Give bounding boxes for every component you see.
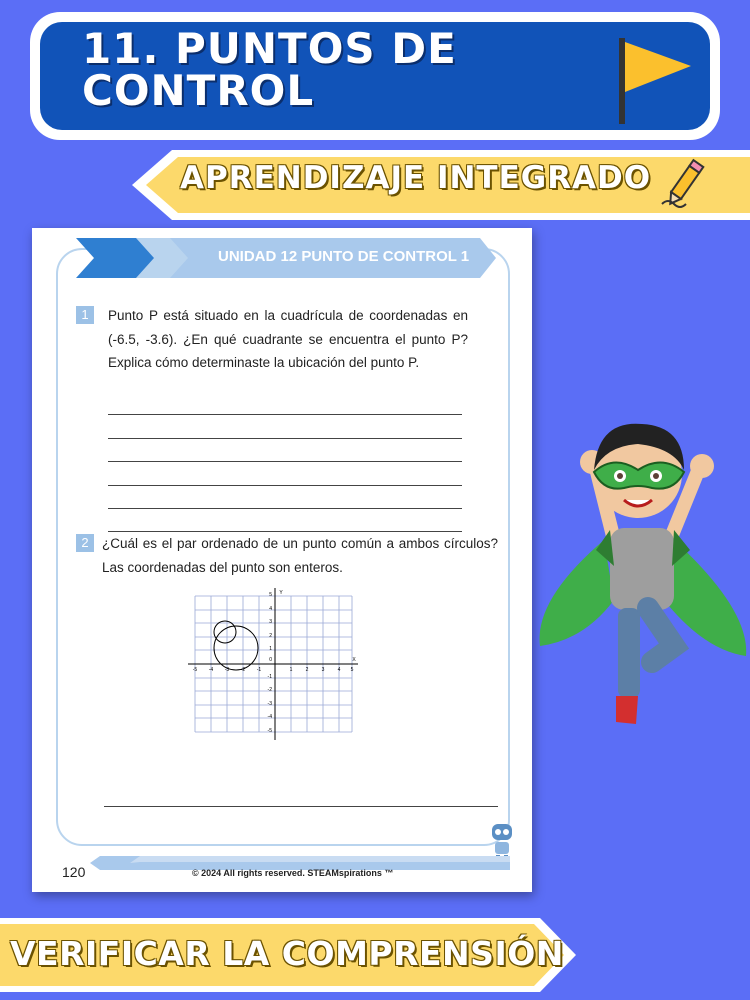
header-panel xyxy=(30,12,720,140)
x-tick: -4 xyxy=(208,667,214,673)
answer-line[interactable] xyxy=(108,414,462,415)
y-tick: -5 xyxy=(267,728,272,734)
circle-small xyxy=(214,621,236,643)
title-line-1: 11. PUNTOS DE xyxy=(82,24,457,73)
y-tick: 4 xyxy=(269,606,272,612)
x-tick: -2 xyxy=(240,667,246,673)
title-line-2: CONTROL xyxy=(82,66,315,115)
y-tick: 1 xyxy=(269,646,272,652)
question-2-text: ¿Cuál es el par ordenado de un punto común a ambos círculos? Las coordenadas del punto son enteros. xyxy=(102,536,498,575)
unit-title: UNIDAD 12 PUNTO DE CONTROL 1 xyxy=(218,248,470,265)
coordinate-grid xyxy=(188,588,358,740)
y-tick: 5 xyxy=(269,592,272,598)
copyright-text: © 2024 All rights reserved. STEAMspirations ™ xyxy=(192,868,394,878)
flag-icon xyxy=(615,36,695,126)
y-tick: -1 xyxy=(267,674,272,680)
question-number-1: 1 xyxy=(76,306,94,324)
question-number-2: 2 xyxy=(76,534,94,552)
pencil-icon xyxy=(658,158,714,208)
y-tick: 2 xyxy=(269,633,272,639)
answer-line[interactable] xyxy=(108,485,462,486)
x-tick: 2 xyxy=(305,667,309,673)
worksheet-page xyxy=(32,228,532,892)
question-1-text: Punto P está situado en la cuadrícula de coordenadas en (-6.5, -3.6). ¿En qué cuadrante se encuentra el punto P? Explica cómo determinaste la ubicación del punto P. xyxy=(108,308,468,370)
x-tick: -5 xyxy=(192,667,198,673)
answer-line[interactable] xyxy=(108,461,462,462)
origin-tick: 0 xyxy=(269,657,272,663)
x-tick: -1 xyxy=(256,667,262,673)
y-tick: -4 xyxy=(267,714,272,720)
x-tick: 3 xyxy=(321,667,325,673)
x-tick: -3 xyxy=(224,667,230,673)
answer-line[interactable] xyxy=(108,438,462,439)
x-tick: 4 xyxy=(337,667,341,673)
y-axis-label: Y xyxy=(279,590,283,596)
header-inner xyxy=(40,22,710,130)
page-title xyxy=(82,24,457,115)
page-number: 120 xyxy=(62,864,86,880)
x-tick: 5 xyxy=(350,667,354,673)
y-tick: -3 xyxy=(267,701,272,707)
x-axis-label: X xyxy=(352,657,356,663)
x-tick: 1 xyxy=(289,667,293,673)
y-tick: -2 xyxy=(267,687,272,693)
banner-verificar-label: VERIFICAR LA COMPRENSIÓN xyxy=(10,934,564,973)
banner-aprendizaje-label: APRENDIZAJE INTEGRADO xyxy=(180,160,652,196)
superhero-kid-illustration xyxy=(534,400,750,740)
y-tick: 3 xyxy=(269,619,272,625)
answer-line[interactable] xyxy=(108,508,462,509)
answer-line-q2[interactable] xyxy=(104,806,498,807)
